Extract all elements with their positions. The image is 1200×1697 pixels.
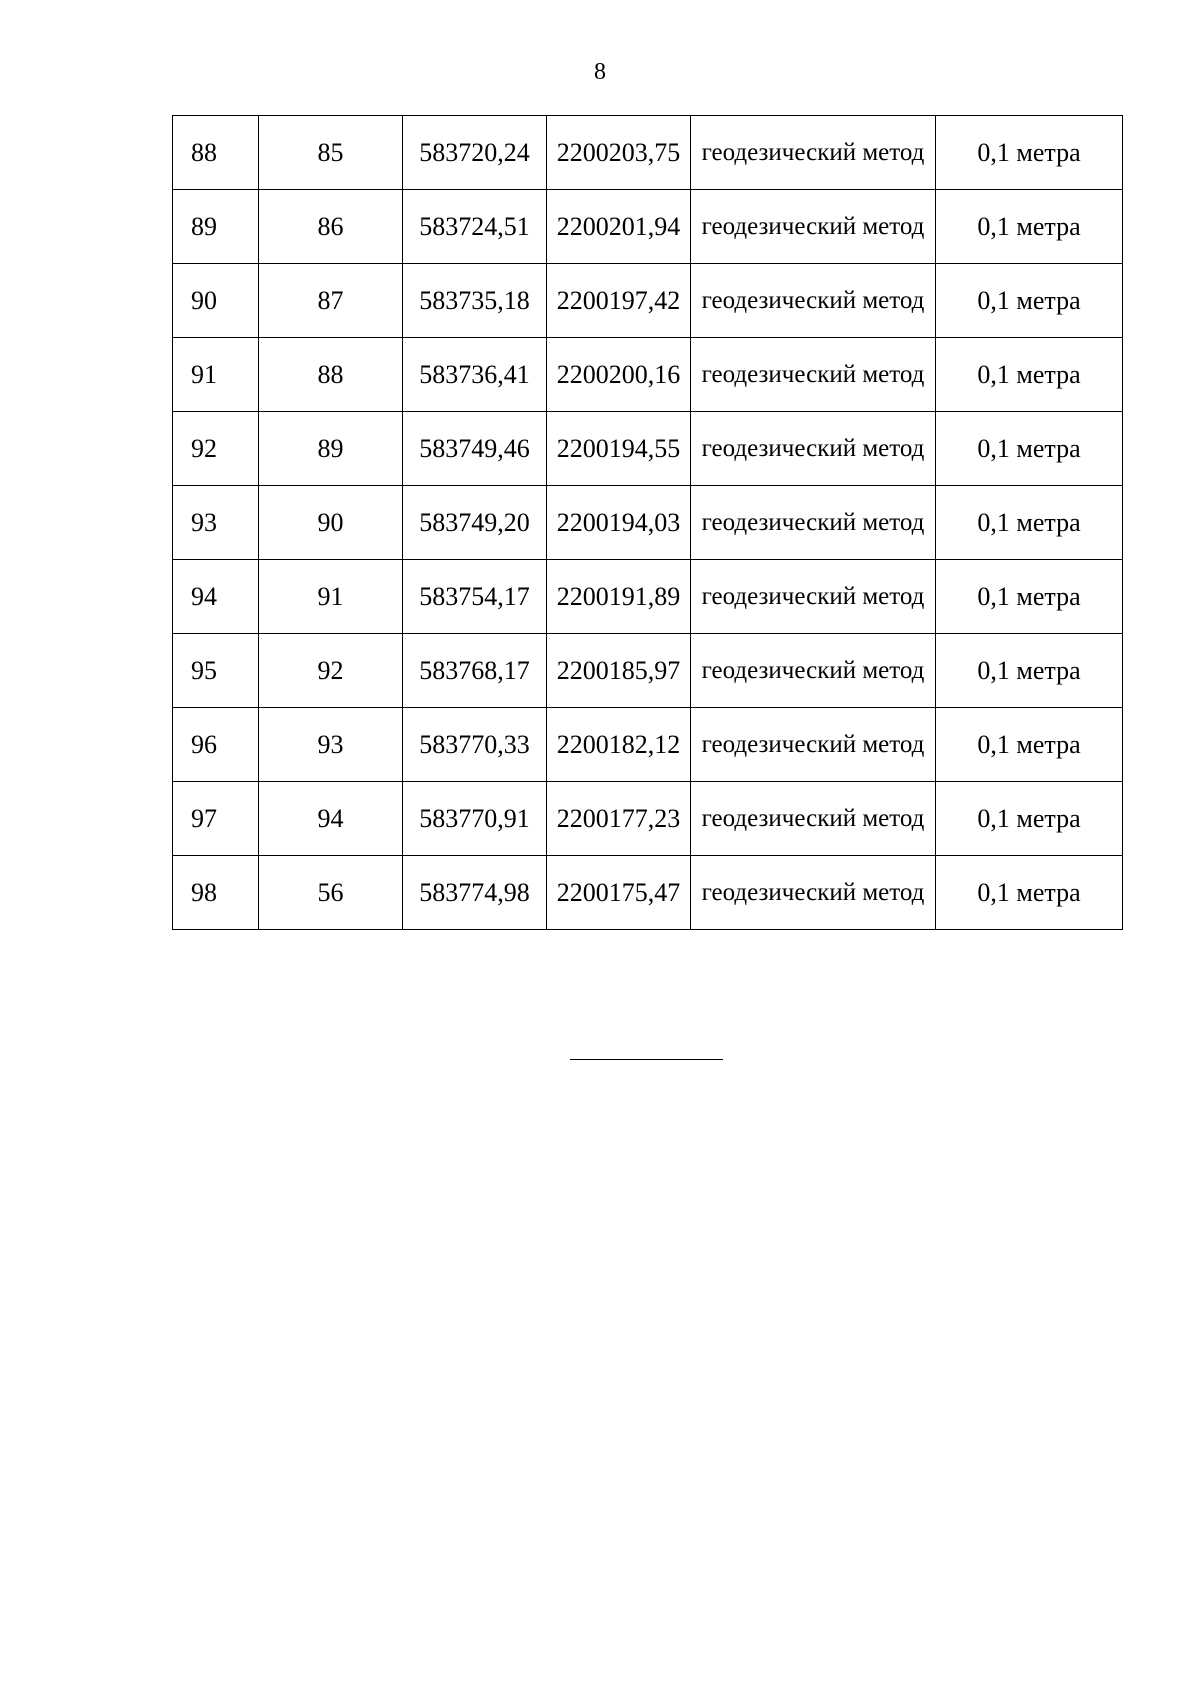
y-coordinate-cell: 2200175,47	[547, 856, 691, 930]
point-number-cell: 92	[173, 412, 259, 486]
y-coordinate-cell: 2200201,94	[547, 190, 691, 264]
method-cell: геодезический метод	[691, 190, 936, 264]
accuracy-cell: 0,1 метра	[936, 338, 1123, 412]
x-coordinate-cell: 583768,17	[403, 634, 547, 708]
boundary-point-cell: 91	[259, 560, 403, 634]
x-coordinate-cell: 583720,24	[403, 116, 547, 190]
x-coordinate-cell: 583736,41	[403, 338, 547, 412]
coordinates-table	[172, 115, 1123, 930]
accuracy-cell: 0,1 метра	[936, 264, 1123, 338]
x-coordinate-cell: 583749,46	[403, 412, 547, 486]
method-cell: геодезический метод	[691, 560, 936, 634]
x-coordinate-cell: 583770,91	[403, 782, 547, 856]
boundary-point-cell: 56	[259, 856, 403, 930]
point-number-cell: 98	[173, 856, 259, 930]
boundary-point-cell: 94	[259, 782, 403, 856]
point-number-cell: 94	[173, 560, 259, 634]
method-cell: геодезический метод	[691, 264, 936, 338]
x-coordinate-cell: 583774,98	[403, 856, 547, 930]
end-of-document-rule	[570, 1059, 723, 1060]
page-number: 8	[594, 59, 606, 85]
table-row	[173, 116, 1123, 190]
point-number-cell: 89	[173, 190, 259, 264]
accuracy-cell: 0,1 метра	[936, 634, 1123, 708]
table-row	[173, 560, 1123, 634]
boundary-point-cell: 85	[259, 116, 403, 190]
boundary-point-cell: 92	[259, 634, 403, 708]
y-coordinate-cell: 2200203,75	[547, 116, 691, 190]
method-cell: геодезический метод	[691, 634, 936, 708]
y-coordinate-cell: 2200177,23	[547, 782, 691, 856]
method-cell: геодезический метод	[691, 338, 936, 412]
point-number-cell: 93	[173, 486, 259, 560]
point-number-cell: 91	[173, 338, 259, 412]
boundary-point-cell: 90	[259, 486, 403, 560]
accuracy-cell: 0,1 метра	[936, 708, 1123, 782]
boundary-point-cell: 89	[259, 412, 403, 486]
table-row	[173, 782, 1123, 856]
y-coordinate-cell: 2200191,89	[547, 560, 691, 634]
accuracy-cell: 0,1 метра	[936, 856, 1123, 930]
y-coordinate-cell: 2200182,12	[547, 708, 691, 782]
boundary-point-cell: 93	[259, 708, 403, 782]
table-row	[173, 856, 1123, 930]
boundary-point-cell: 87	[259, 264, 403, 338]
table-row	[173, 412, 1123, 486]
point-number-cell: 96	[173, 708, 259, 782]
x-coordinate-cell: 583724,51	[403, 190, 547, 264]
x-coordinate-cell: 583735,18	[403, 264, 547, 338]
accuracy-cell: 0,1 метра	[936, 560, 1123, 634]
table-row	[173, 486, 1123, 560]
accuracy-cell: 0,1 метра	[936, 782, 1123, 856]
y-coordinate-cell: 2200185,97	[547, 634, 691, 708]
table-row	[173, 338, 1123, 412]
point-number-cell: 90	[173, 264, 259, 338]
x-coordinate-cell: 583749,20	[403, 486, 547, 560]
table-row	[173, 264, 1123, 338]
boundary-point-cell: 86	[259, 190, 403, 264]
method-cell: геодезический метод	[691, 412, 936, 486]
y-coordinate-cell: 2200194,03	[547, 486, 691, 560]
method-cell: геодезический метод	[691, 856, 936, 930]
accuracy-cell: 0,1 метра	[936, 412, 1123, 486]
table-row	[173, 708, 1123, 782]
method-cell: геодезический метод	[691, 708, 936, 782]
x-coordinate-cell: 583754,17	[403, 560, 547, 634]
y-coordinate-cell: 2200194,55	[547, 412, 691, 486]
point-number-cell: 97	[173, 782, 259, 856]
y-coordinate-cell: 2200197,42	[547, 264, 691, 338]
point-number-cell: 95	[173, 634, 259, 708]
accuracy-cell: 0,1 метра	[936, 190, 1123, 264]
method-cell: геодезический метод	[691, 782, 936, 856]
x-coordinate-cell: 583770,33	[403, 708, 547, 782]
y-coordinate-cell: 2200200,16	[547, 338, 691, 412]
method-cell: геодезический метод	[691, 486, 936, 560]
method-cell: геодезический метод	[691, 116, 936, 190]
table-row	[173, 634, 1123, 708]
table-row	[173, 190, 1123, 264]
boundary-point-cell: 88	[259, 338, 403, 412]
accuracy-cell: 0,1 метра	[936, 486, 1123, 560]
point-number-cell: 88	[173, 116, 259, 190]
accuracy-cell: 0,1 метра	[936, 116, 1123, 190]
